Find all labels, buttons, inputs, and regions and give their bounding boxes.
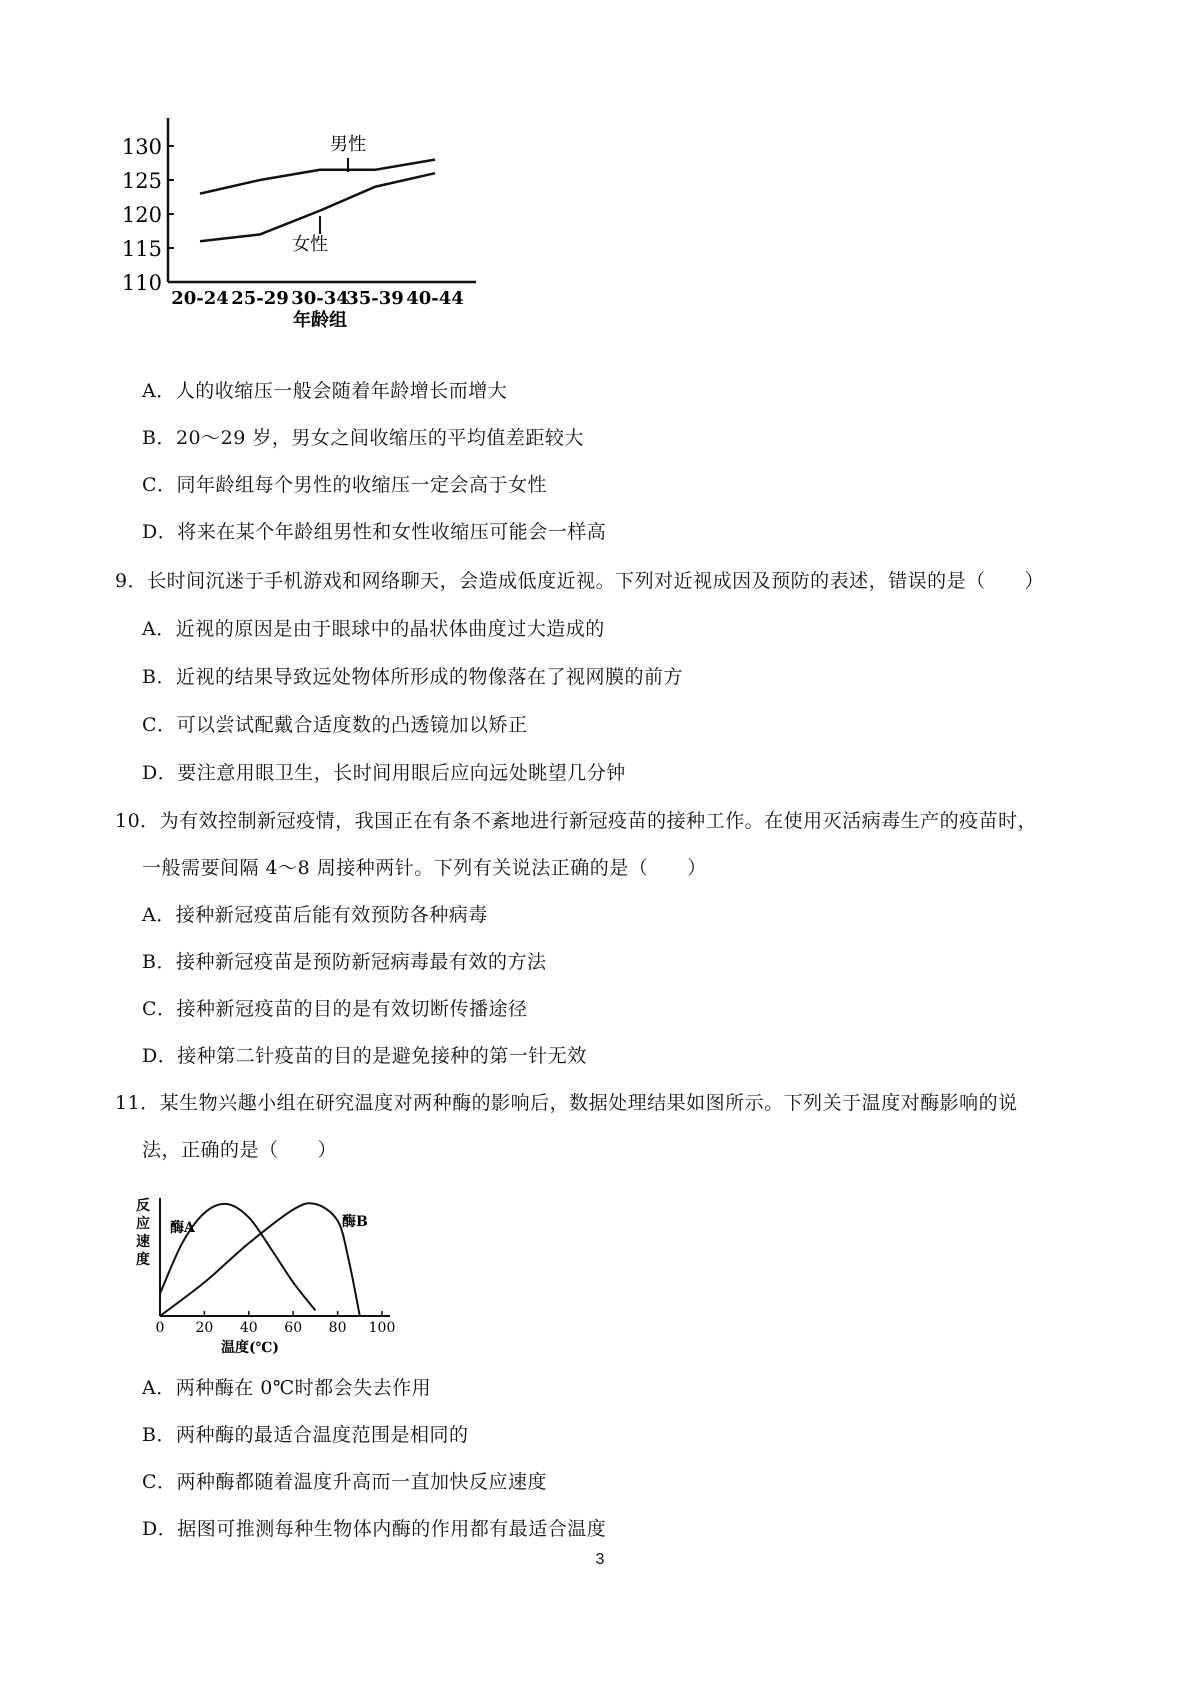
x-tick-label: 100 [368,1320,396,1336]
q10-option-a: A．接种新冠疫苗后能有效预防各种病毒 [142,904,488,926]
y-axis-title: 反应速度 [136,1198,150,1268]
x-tick-label: 80 [328,1320,347,1336]
q10-option-c: C．接种新冠疫苗的目的是有效切断传播途径 [142,998,528,1020]
y-tick-label: 110 [121,271,162,295]
q8-option-b: B．20～29 岁，男女之间收缩压的平均值差距较大 [142,427,584,449]
page-number: 3 [595,1551,605,1568]
series-label-enzyme-b: 酶B [342,1214,368,1230]
q11-option-c: C．两种酶都随着温度升高而一直加快反应速度 [142,1471,548,1493]
chart-marks [200,134,435,255]
q10-option-b: B．接种新冠疫苗是预防新冠病毒最有效的方法 [142,951,547,973]
q8-option-d: D．将来在某个年龄组男性和女性收缩压可能会一样高 [142,521,607,543]
q9-option-a: A．近视的原因是由于眼球中的晶状体曲度过大造成的 [142,618,605,640]
y-tick-label: 125 [121,169,162,193]
q10-stem-line1: 10．为有效控制新冠疫情，我国正在有条不紊地进行新冠疫苗的接种工作。在使用灭活病毒生产的疫苗时， [115,810,1038,832]
x-axis-title: 年龄组 [293,310,347,331]
x-tick-label: 30-34 [291,288,349,309]
x-tick-label: 60 [284,1320,303,1336]
y-tick-label: 130 [121,135,162,159]
q9-option-b: B．近视的结果导致远处物体所形成的物像落在了视网膜的前方 [142,666,683,688]
enzyme-temperature-chart [130,1188,450,1358]
q9-option-d: D．要注意用眼卫生，长时间用眼后应向远处眺望几分钟 [142,762,626,784]
q11-stem-line2: 法，正确的是（ ） [142,1139,338,1161]
q8-option-c: C．同年龄组每个男性的收缩压一定会高于女性 [142,474,548,496]
series-label-female: 女性 [292,234,328,255]
y-tick-label: 120 [121,203,162,227]
y-tick-label: 115 [121,237,162,261]
chart-axes [122,118,476,331]
q9-option-c: C．可以尝试配戴合适度数的凸透镜加以矫正 [142,714,528,736]
blood-pressure-chart [120,118,540,358]
x-tick-label: 25-29 [231,288,289,309]
x-tick-label: 20 [195,1320,214,1336]
x-tick-label: 0 [155,1320,165,1336]
q10-stem-line2: 一般需要间隔 4～8 周接种两针。下列有关说法正确的是（ ） [142,857,707,879]
q9-stem: 9．长时间沉迷于手机游戏和网络聊天，会造成低度近视。下列对近视成因及预防的表述，错误的是（ ） [115,570,1045,592]
x-tick-label: 40-44 [406,288,464,309]
q8-option-a: A．人的收缩压一般会随着年龄增长而增大 [142,380,508,402]
chart-marks [160,1203,368,1316]
x-tick-label: 40 [239,1320,258,1336]
x-tick-label: 20-24 [171,288,229,309]
x-tick-label: 35-39 [346,288,404,309]
series-label-male: 男性 [330,134,366,155]
q11-option-b: B．两种酶的最适合温度范围是相同的 [142,1424,469,1446]
series-line-female [200,173,435,241]
x-axis-title: 温度(℃) [220,1340,280,1356]
q11-option-d: D．据图可推测每种生物体内酶的作用都有最适合温度 [142,1518,607,1540]
q11-stem-line1: 11．某生物兴趣小组在研究温度对两种酶的影响后，数据处理结果如图所示。下列关于温度对酶影响的说 [115,1092,1018,1114]
q10-option-d: D．接种第二针疫苗的目的是避免接种的第一针无效 [142,1045,587,1067]
q11-option-a: A．两种酶在 0℃时都会失去作用 [142,1377,432,1399]
series-line-male [200,160,435,194]
series-label-enzyme-a: 酶A [170,1220,195,1236]
